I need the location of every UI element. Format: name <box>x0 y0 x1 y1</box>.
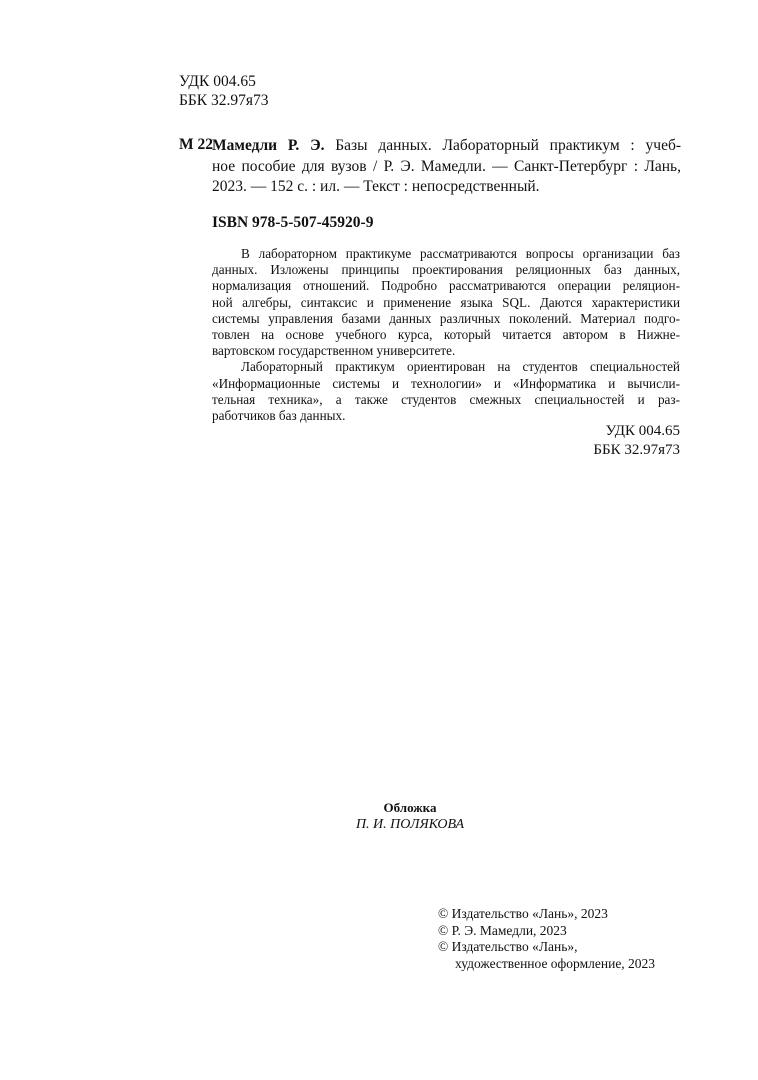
annotation-line: товлен на основе учебного курса, который читается автором в Нижне- <box>212 327 680 343</box>
copyright-block <box>438 906 655 972</box>
classification-top <box>179 72 269 110</box>
annotation-line: вартовском государственном университете. <box>212 343 456 359</box>
copyright-line: © Издательство «Лань», <box>438 939 578 954</box>
annotation-line: нормализация отношений. Подробно рассматриваются операции реляцион- <box>212 278 680 294</box>
annotation <box>212 246 680 424</box>
bbk-code: ББК 32.97я73 <box>179 92 269 109</box>
cover-designer: П. И. ПОЛЯКОВА <box>355 816 465 832</box>
entry-title: Базы данных. Лабораторный практикум : учеб- <box>324 137 681 154</box>
author-name: Мамедли Р. Э. <box>212 137 325 154</box>
entry-line: 2023. — 152 с. : ил. — Текст : непосредственный. <box>212 178 540 195</box>
annotation-line: Лабораторный практикум ориентирован на студентов специальностей <box>241 359 680 375</box>
cover-label: Обложка <box>383 800 437 815</box>
annotation-line: ной алгебры, синтаксис и применение языка SQL. Даются характеристики <box>212 294 680 310</box>
annotation-line: работчиков баз данных. <box>212 408 346 424</box>
annotation-line: В лабораторном практикуме рассматриваются вопросы организации баз <box>241 246 680 261</box>
classification-bottom <box>593 422 680 459</box>
bibliographic-entry <box>212 136 681 198</box>
entry-line: ное пособие для вузов / Р. Э. Мамедли. — Санкт-Петербург : Лань, <box>212 157 681 175</box>
udk-code: УДК 004.65 <box>179 73 256 90</box>
annotation-line: системы управления базами данных различных поколений. Материал подго- <box>212 310 680 326</box>
annotation-line: данных. Изложены принципы проектирования реляционных баз данных, <box>212 262 680 278</box>
isbn: ISBN 978-5-507-45920-9 <box>212 214 374 231</box>
cover-credit <box>300 800 520 833</box>
copyright-line: © Издательство «Лань», 2023 <box>438 906 608 921</box>
bbk-code: ББК 32.97я73 <box>593 441 680 458</box>
annotation-line: тельная техника», а также студентов смежных специальностей и раз- <box>212 391 680 407</box>
copyright-line: © Р. Э. Мамедли, 2023 <box>438 922 567 938</box>
entry-line <box>212 136 681 157</box>
udk-code: УДК 004.65 <box>605 423 680 439</box>
copyright-line: художественное оформление, 2023 <box>455 955 656 971</box>
annotation-line: «Информационные системы и технологии» и «Информатика и вычисли- <box>212 375 680 391</box>
author-mark: М 22 <box>179 136 214 153</box>
